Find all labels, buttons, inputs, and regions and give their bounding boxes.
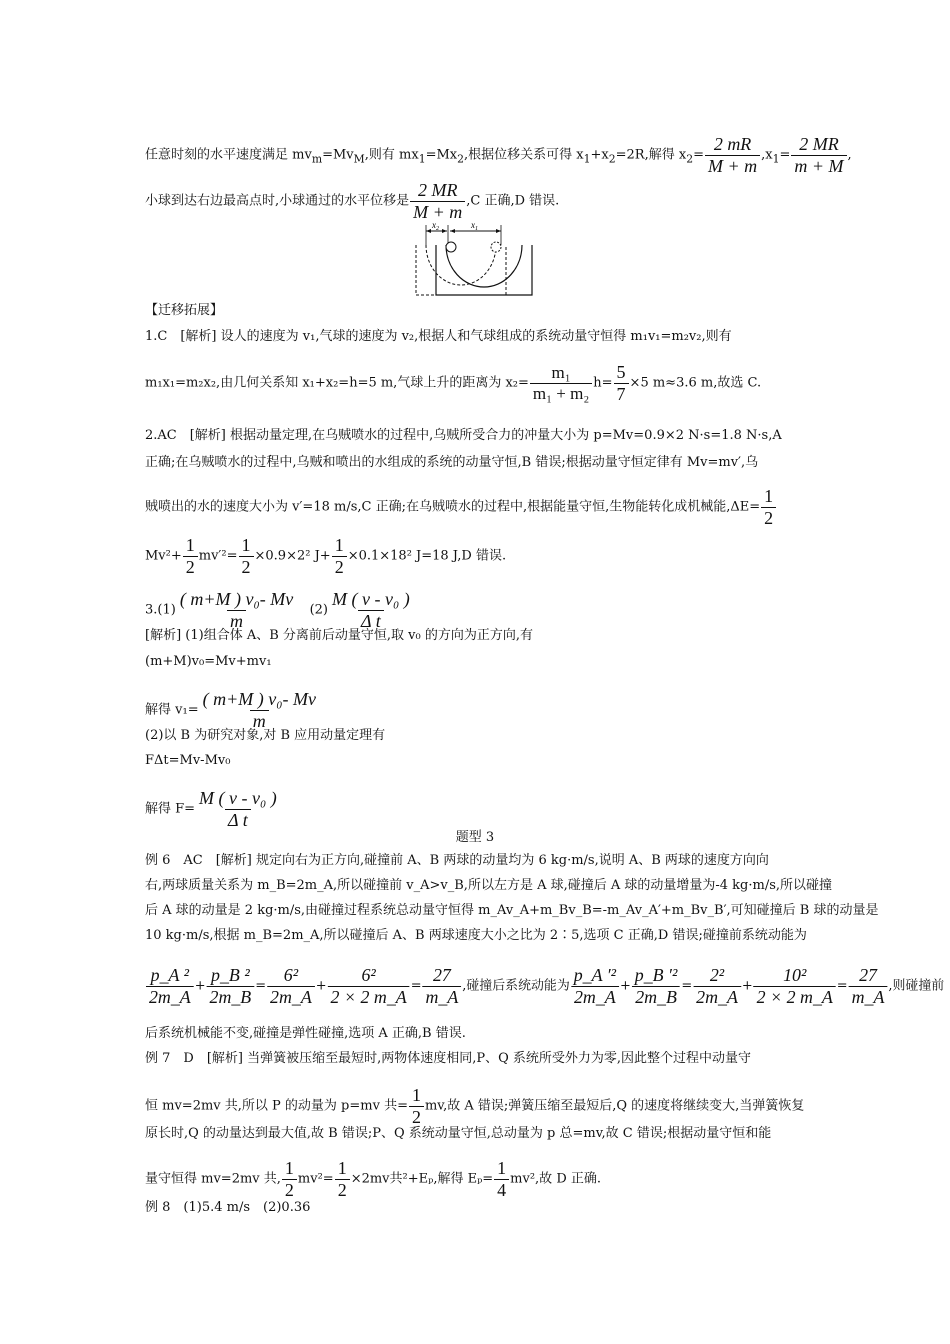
q3-line1: [解析] (1)组合体 A、B 分离前后动量守恒,取 v₀ 的方向为正方向,有 (145, 628, 533, 643)
text: ,C 正确,D 错误. (466, 193, 560, 209)
q2-line2: 正确;在乌贼喷水的过程中,乌贼和喷出的水组成的系统的动量守恒,B 错误;根据动量守恒定律有 Mv=mv′,乌 (145, 455, 759, 470)
denominator: 2 (761, 507, 776, 529)
fraction: $\frac{27}{m\_A}$ (849, 965, 888, 1007)
text: mv,故 A 错误;弹簧压缩至最短后,Q 的速度将继续变大,当弹簧恢复 (424, 1098, 805, 1114)
fraction-answer2 (329, 589, 413, 631)
numerator: M ( v - v₀ ) (199, 788, 277, 808)
subscript: 2 (686, 152, 694, 166)
ex8-line: 例 8 (1)5.4 m/s (2)0.36 (145, 1200, 311, 1215)
text: , (847, 147, 852, 163)
subscript: 1 (418, 152, 426, 166)
text: ×0.1×18² J=18 J,D 错误. (347, 548, 507, 564)
text: +x (590, 147, 609, 163)
q3-line4: (2)以 B 为研究对象,对 B 应用动量定理有 (145, 728, 386, 743)
numerator: 2 MR (417, 180, 458, 200)
fraction: $\frac{\text{p\_A ′²}}{2m\_A}$ (571, 965, 619, 1007)
text: mv²= (297, 1171, 334, 1187)
text: 小球到达右边最高点时,小球通过的水平位移是 (145, 193, 410, 209)
ex6-line3: 后 A 球的动量是 2 kg·m/s,由碰撞过程系统总动量守恒得 m_Av_A+m_Bv_B=-m_Av_A′+m_Bv_B′,可知碰撞后 B 球的动量是 (145, 903, 879, 918)
fraction: $\frac{\text{p\_B ²}}{2m\_B}$ (207, 965, 255, 1007)
fraction: $\frac{\text{p\_B ′²}}{2m\_B}$ (632, 965, 681, 1007)
text: mv′²= (198, 548, 238, 564)
text: mv²,故 D 正确. (510, 1171, 602, 1187)
ex7-line1: 例 7 D [解析] 当弹簧被压缩至最短时,两物体速度相同,P、Q 系统所受外力为零,因此整个过程中动量守 (145, 1051, 752, 1066)
text: ×0.9×2² J+ (254, 548, 331, 564)
numerator: 1 (764, 486, 774, 506)
text: Mv²+ (145, 548, 182, 564)
q3-line6 (145, 788, 281, 830)
denominator: m (227, 610, 246, 632)
text: ,x (761, 147, 773, 163)
numerator: 2 mR (713, 134, 752, 154)
section-title: 题型 3 (455, 830, 495, 845)
numerator: ( m+M ) v₀- Mv (179, 589, 294, 609)
ex6-line4: 10 kg·m/s,根据 m_B=2m_A,所以碰撞后 A、B 两球速度大小之比为 2∶5,选项 C 正确,D 错误;碰撞前系统动能为 (145, 928, 807, 943)
text: h= (593, 375, 613, 391)
fraction-x1 (791, 134, 846, 176)
text: 解得 F= (145, 801, 196, 817)
text: = (779, 147, 791, 163)
denominator: m (250, 710, 269, 732)
subscript: M (353, 152, 365, 166)
label-x2: $x_2$ (432, 220, 439, 232)
numerator: 2 MR (799, 134, 839, 154)
q3-line2: (m+M)v₀=Mv+mv₁ (145, 654, 272, 669)
paragraph-momentum-relation (145, 134, 852, 176)
q3-answers (145, 589, 414, 631)
fraction: $\frac{27}{m\_A}$ (423, 965, 462, 1007)
fraction: $\frac{\text{10²}}{2 \times 2 m\_A}$ (754, 965, 836, 1007)
fraction-half (239, 535, 254, 577)
fraction-half (183, 535, 198, 577)
fraction-mass-ratio (530, 363, 592, 403)
fraction-displacement (410, 180, 465, 222)
q3-line3 (145, 689, 320, 731)
numerator: M ( v - v₀ ) (332, 589, 410, 609)
fraction-quarter: $\frac{1}{4}$ (494, 1158, 509, 1200)
ex7-line2 (145, 1085, 804, 1127)
fraction-five-sevenths (614, 362, 629, 404)
subscript: 1 (583, 152, 591, 166)
fraction-v1 (200, 689, 319, 731)
q1-line2 (145, 362, 761, 404)
text: 量守恒得 mv=2mv 共, (145, 1171, 281, 1187)
denominator: 2 (332, 556, 347, 578)
numerator: 1 (185, 535, 195, 555)
denominator: 2 (239, 556, 254, 578)
text: ,则有 mx (364, 147, 419, 163)
subscript: 2 (457, 152, 465, 166)
fraction-half: $\frac{1}{2}$ (409, 1085, 424, 1127)
text: 恒 mv=2mv 共,所以 P 的动量为 p=mv 共= (145, 1098, 408, 1114)
text: 贼喷出的水的速度大小为 v′=18 m/s,C 正确;在乌贼喷水的过程中,根据能量守恒,生物能转化成机械能,ΔE= (145, 499, 761, 515)
denominator: 7 (614, 383, 629, 405)
numerator: m₁ (551, 363, 571, 383)
paragraph-displacement (145, 180, 559, 222)
fraction-half (332, 535, 347, 577)
text: (2) (309, 602, 329, 618)
text: 3.(1) (145, 602, 176, 618)
q1-line1: 1.C [解析] 设人的速度为 v₁,气球的速度为 v₂,根据人和气球组成的系统动量守恒得 m₁v₁=m₂v₂,则有 (145, 329, 732, 344)
text: ,碰撞后系统动能为 (462, 978, 570, 994)
fraction-answer1 (177, 589, 296, 631)
text: ×5 m≈3.6 m,故选 C. (629, 375, 762, 391)
fraction-x2 (705, 134, 760, 176)
numerator: 1 (334, 535, 344, 555)
fraction-half: $\frac{1}{2}$ (282, 1158, 297, 1200)
denominator: M + m (410, 201, 465, 223)
ex6-line2: 右,两球质量关系为 m_B=2m_A,所以碰撞前 v_A>v_B,所以左方是 A 球,碰撞后 A 球的动量增量为-4 kg·m/s,所以碰撞 (145, 878, 833, 893)
subscript: m (311, 152, 323, 166)
bowl-figure (410, 219, 540, 299)
ex6-energy-equation: $\frac{\text{p\_A ²}}{2m\_A}$ + $\frac{\text{p\_B ²}}{2m\_B}$ = $\frac{\text{6²}}{2m\_A}$ + $\frac{\text{6²}}{2 \times 2 m\_A}$ = $\frac{27}{m\_A}$ ,碰撞后系统动能为 $\frac{\text{p\_A ′²}}{2m\_A}$ + $\frac{\text{p\_B ′²}}{2m\_B}$ = $\frac{\text{2²}}{2m\_A}$ + $\frac{\text{10²}}{2 \times 2 m\_A}$ = $\frac{27}{m\_A}$ ,则碰撞前 (145, 965, 944, 1007)
text: m₁x₁=m₂x₂,由几何关系知 x₁+x₂=h=5 m,气球上升的距离为 x₂= (145, 375, 529, 391)
q3-line5: FΔt=Mv-Mv₀ (145, 753, 231, 768)
fraction: $\frac{\text{6²}}{2 \times 2 m\_A}$ (328, 965, 410, 1007)
subscript: 1 (772, 152, 780, 166)
numerator: 5 (616, 362, 626, 382)
text: ,则碰撞前 (888, 978, 945, 994)
text: ×2mv共²+Eₚ,解得 Eₚ= (350, 1171, 494, 1187)
section-heading: 【迁移拓展】 (145, 303, 224, 318)
q2-line3 (145, 486, 777, 528)
ex7-line4 (145, 1158, 601, 1200)
ex7-line3: 原长时,Q 的动量达到最大值,故 B 错误;P、Q 系统动量守恒,总动量为 p 总=mv,故 C 错误;根据动量守恒和能 (145, 1126, 772, 1141)
fraction-half: $\frac{1}{2}$ (335, 1158, 350, 1200)
denominator: M + m (705, 155, 760, 177)
text: = (693, 147, 704, 163)
fraction: $\frac{\text{2²}}{2m\_A}$ (693, 965, 741, 1007)
numerator: 1 (241, 535, 251, 555)
denominator: m + M (791, 155, 846, 177)
denominator: Δ t (225, 809, 251, 831)
fraction: $\frac{\text{6²}}{2m\_A}$ (267, 965, 315, 1007)
text: =2R,解得 x (615, 147, 687, 163)
denominator: m₁ + m₂ (530, 383, 592, 404)
q2-line1: 2.AC [解析] 根据动量定理,在乌贼喷水的过程中,乌贼所受合力的冲量大小为 p=Mv=0.9×2 N·s=1.8 N·s,A (145, 428, 782, 443)
subscript: 2 (608, 152, 616, 166)
label-x1: $x_1$ (471, 220, 478, 232)
text: =Mx (425, 147, 458, 163)
q2-line4 (145, 535, 506, 577)
text: ,根据位移关系可得 x (464, 147, 584, 163)
ex6-line1: 例 6 AC [解析] 规定向右为正方向,碰撞前 A、B 两球的动量均为 6 kg·m/s,说明 A、B 两球的速度方向向 (145, 853, 769, 868)
ex6-line6: 后系统机械能不变,碰撞是弹性碰撞,选项 A 正确,B 错误. (145, 1026, 466, 1041)
text: =Mv (322, 147, 354, 163)
numerator: ( m+M ) v₀- Mv (202, 689, 316, 709)
fraction: $\frac{\text{p\_A ²}}{2m\_A}$ (146, 965, 194, 1007)
fraction-force (196, 788, 280, 830)
text: 解得 v₁= (145, 702, 199, 718)
text: 任意时刻的水平速度满足 mv (145, 147, 312, 163)
denominator: Δ t (358, 610, 384, 632)
denominator: 2 (183, 556, 198, 578)
fraction-half (761, 486, 776, 528)
